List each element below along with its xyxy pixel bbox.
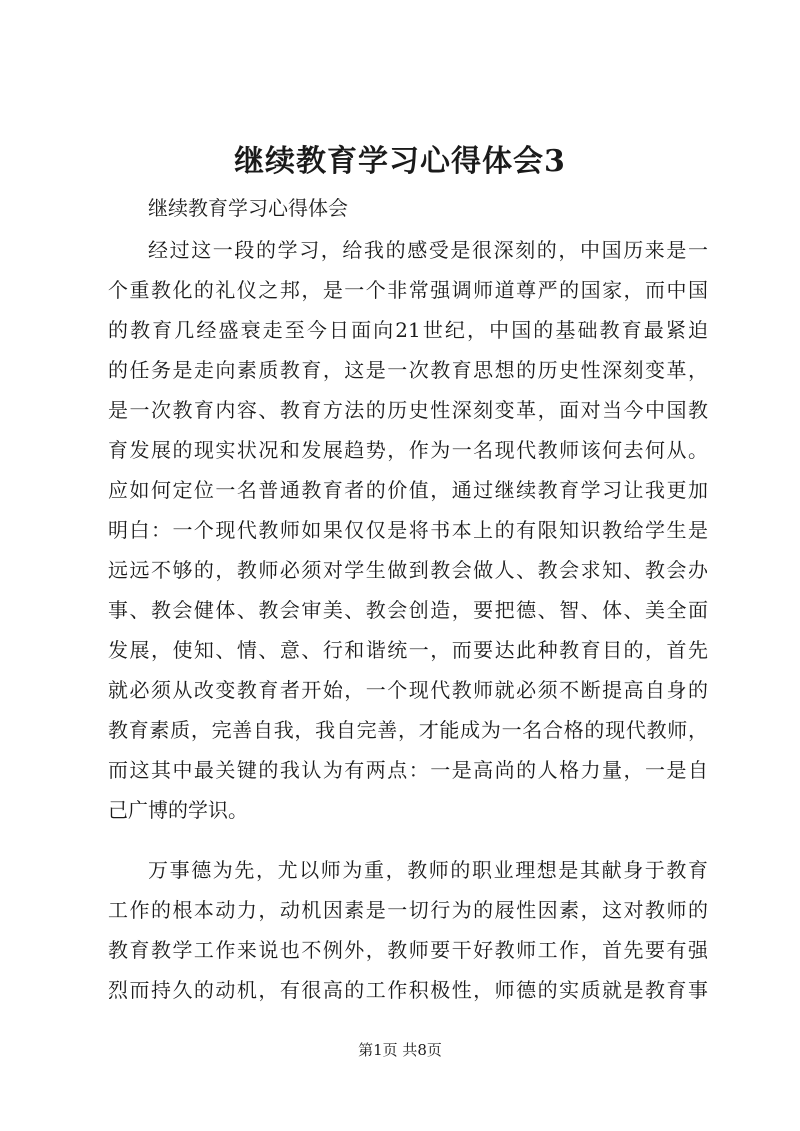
document-title: 继续教育学习心得体会3 — [234, 144, 566, 179]
paragraph-2-line: 教育教学工作来说也不例外，教师要干好教师工作，首先要有强 — [108, 938, 708, 962]
paragraph-1-line: 经过这一段的学习，给我的感受是很深刻的，中国历来是一 — [148, 238, 708, 262]
paragraph-1-line: 而这其中最关键的我认为有两点：一是高尚的人格力量，一是自 — [108, 758, 708, 782]
paragraph-1-line: 发展，使知、情、意、行和谐统一，而要达此种教育目的，首先 — [108, 638, 708, 662]
paragraph-1-line: 远远不够的，教师必须对学生做到教会做人、教会求知、教会办 — [108, 558, 708, 582]
document-subtitle: 继续教育学习心得体会 — [148, 196, 348, 220]
paragraph-1-line: 应如何定位一名普通教育者的价值，通过继续教育学习让我更加 — [108, 478, 708, 502]
paragraph-1-line: 己广博的学识。 — [108, 798, 248, 822]
paragraph-2-line: 烈而持久的动机，有很高的工作积极性，师德的实质就是教育事 — [108, 978, 708, 1002]
document-body — [108, 230, 708, 1010]
paragraph-1-line: 的任务是走向素质教育，这是一次教育思想的历史性深刻变革， — [108, 358, 708, 382]
paragraph-1-line: 教育素质，完善自我，我自完善，才能成为一名合格的现代教师， — [108, 718, 708, 742]
paragraph-1-line: 就必须从改变教育者开始，一个现代教师就必须不断提高自身的 — [108, 678, 708, 702]
page-number-footer: 第1页 共8页 — [358, 1041, 442, 1059]
paragraph-1-line: 是一次教育内容、教育方法的历史性深刻变革，面对当今中国教 — [108, 398, 708, 422]
paragraph-1-line: 事、教会健体、教会审美、教会创造，要把德、智、体、美全面 — [108, 598, 708, 622]
paragraph-2-line: 万事德为先，尤以师为重，教师的职业理想是其献身于教育 — [148, 858, 708, 882]
paragraph-1-line: 的教育几经盛衰走至今日面向21世纪，中国的基础教育最紧迫 — [108, 318, 708, 342]
paragraph-1-line: 明白：一个现代教师如果仅仅是将书本上的有限知识教给学生是 — [108, 518, 708, 542]
paragraph-1-line: 个重教化的礼仪之邦，是一个非常强调师道尊严的国家，而中国 — [108, 278, 708, 302]
paragraph-1-line: 育发展的现实状况和发展趋势，作为一名现代教师该何去何从。 — [108, 438, 708, 462]
paragraph-2-line: 工作的根本动力，动机因素是一切行为的屐性因素，这对教师的 — [108, 898, 708, 922]
